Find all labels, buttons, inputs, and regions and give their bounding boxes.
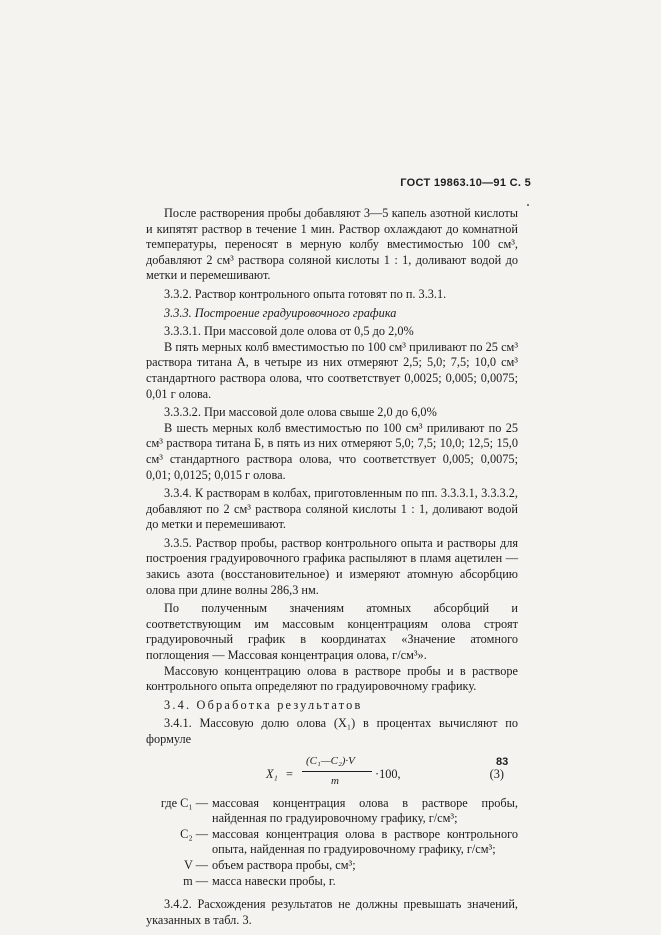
page-header: ГОСТ 19863.10—91 С. 5 <box>400 177 531 189</box>
paragraph: 3.4.1. Массовую долю олова (X₁) в процентах вычисляют по формуле <box>146 716 518 746</box>
paragraph: 3.3.2. Раствор контрольного опыта готовят по п. 3.3.1. <box>164 286 447 301</box>
definition-item <box>146 827 518 858</box>
formula <box>146 754 518 794</box>
definition-symbol: где C₁ — <box>160 795 208 810</box>
definition-text: масса навески пробы, г. <box>212 873 336 888</box>
definition-item <box>146 874 518 890</box>
paragraph: Массовую концентрацию олова в растворе пробы и в растворе контрольного опыта определяют по градуировочному графику. <box>146 663 518 694</box>
paragraph: 3.4.2. Расхождения результатов не должны превышать значений, указанных в табл. 3. <box>146 897 518 927</box>
formula-number: (3) <box>489 766 504 781</box>
fraction-bar <box>302 771 372 772</box>
definition-item <box>146 858 518 874</box>
scan-speck <box>527 204 529 206</box>
paragraph: 3.3.3.2. При массовой доле олова свыше 2,0 до 6,0% <box>164 405 437 420</box>
paragraph: В шесть мерных колб вместимостью по 100 см³ приливают по 25 см³ раствора титана Б, в пять из них отмеряют 5,0; 7,5; 10,0; 12,5; 15,0 см³ стандартного раствора олова, что соответствует 0,005; 0,0075; 0,01; 0,0125; 0,015 г олова. <box>146 420 518 482</box>
paragraph: После растворения пробы добавляют 3—5 капель азотной кислоты и кипятят раствор в течение 1 мин. Раствор охлаждают до комнатной температуры, переносят в мерную колбу вместимостью 100 см³, добавляют 2 см³ раствора соляной кислоты 1 : 1, доливают водой до метки и перемешивают. <box>146 206 518 283</box>
definition-symbol: m — <box>183 873 208 888</box>
formula-numerator: (C₁—C₂)·V <box>306 754 355 767</box>
definition-symbol: V — <box>183 857 208 872</box>
formula-equals: = <box>286 766 293 781</box>
definition-text: массовая концентрация олова в растворе контрольного опыта, найденная по градуировочному графику, г/см³; <box>212 826 518 857</box>
paragraph: 3.3.5. Раствор пробы, раствор контрольного опыта и растворы для построения градуировочного графика распыляют в пламя ацетилен — закись азота (восстановительное) и измеряют атомную абсорбцию олова при длине волны 286,3 нм. <box>146 535 518 597</box>
formula-lhs: X₁ <box>266 766 278 781</box>
section-heading: 3.3.3. Построение градуировочного графика <box>164 305 397 320</box>
formula-denominator: m <box>331 774 339 787</box>
definition-symbol: C₂ — <box>180 826 208 841</box>
definitions-list <box>146 796 518 890</box>
definition-text: массовая концентрация олова в растворе пробы, найденная по градуировочному графику, г/см³; <box>212 795 518 826</box>
page-content <box>146 206 518 928</box>
paragraph: В пять мерных колб вместимостью по 100 см³ приливают по 25 см³ раствора титана А, в четыре из них отмеряют 2,5; 5,0; 7,5; 10,0 см³ стандартного раствора олова, что соответствует 0,0025; 0,005; 0,0075; 0,01 г олова. <box>146 339 518 401</box>
page-number: 83 <box>496 756 509 768</box>
paragraph: По полученным значениям атомных абсорбций и соответствующим им массовым концентрациям олова строят градуировочный график в координатах «Значение атомного поглощения — Массовая концентрация олова, г/см³». <box>146 601 518 663</box>
definition-text: объем раствора пробы, см³; <box>212 857 356 872</box>
section-heading: 3.4. Обработка результатов <box>164 697 363 712</box>
paragraph: 3.3.4. К растворам в колбах, приготовленным по пп. 3.3.3.1, 3.3.3.2, добавляют по 2 см³ раствора соляной кислоты 1 : 1, доливают водой до метки и перемешивают. <box>146 486 518 532</box>
definition-item <box>146 796 518 827</box>
paragraph: 3.3.3.1. При массовой доле олова от 0,5 до 2,0% <box>164 324 414 339</box>
formula-multiplier: ·100, <box>375 766 401 781</box>
